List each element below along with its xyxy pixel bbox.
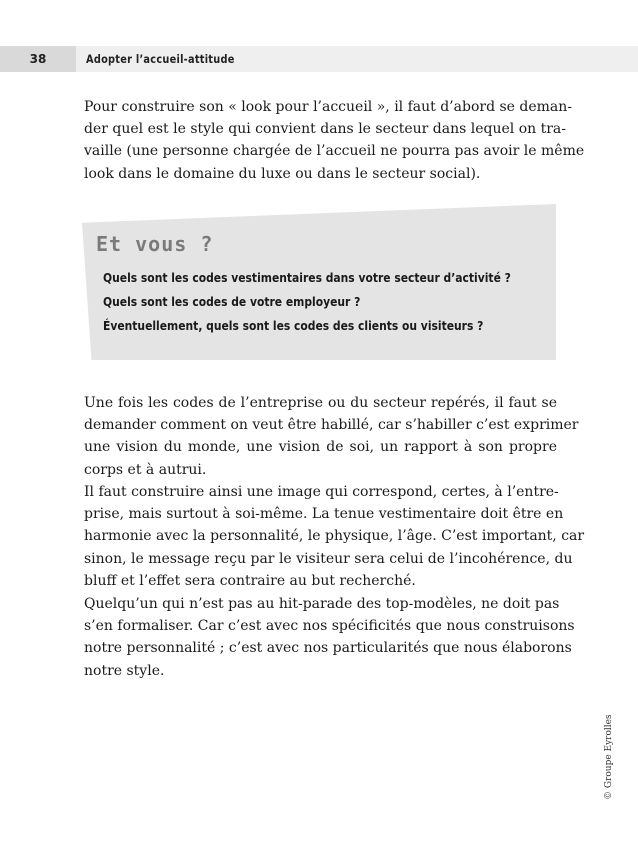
paragraph-line: harmonie avec la personnalité, le physique, l’âge. C’est important, car: [84, 528, 585, 545]
page-number: 38: [0, 46, 76, 72]
paragraph-line: vaille (une personne chargée de l’accueil ne pourra pas avoir le même: [84, 143, 585, 160]
paragraph-line: Pour construire son « look pour l’accueil », il faut d’abord se deman-: [84, 99, 573, 115]
paragraph-line: une vision du monde, une vision de soi, un rapport à son propre: [84, 439, 557, 456]
copyright-notice: © Groupe Eyrolles: [604, 714, 614, 800]
paragraph-line: notre personnalité ; c’est avec nos particularités que nous élaborons: [84, 640, 572, 657]
box-question: Éventuellement, quels sont les codes des clients ou visiteurs ?: [103, 318, 484, 333]
paragraph-line: Une fois les codes de l’entreprise ou du secteur repérés, il faut se: [84, 395, 557, 411]
running-title: Adopter l’accueil-attitude: [86, 52, 235, 66]
paragraph-line: look dans le domaine du luxe ou dans le secteur social).: [84, 165, 481, 182]
paragraph-line: corps et à autrui.: [84, 461, 207, 478]
paragraph-4: [84, 593, 575, 682]
paragraph-2: [84, 392, 579, 481]
paragraph-line: notre style.: [84, 662, 165, 679]
box-question: Quels sont les codes de votre employeur ?: [103, 294, 361, 309]
box-title: Et vous ?: [96, 232, 214, 256]
paragraph-line: prise, mais surtout à soi-même. La tenue vestimentaire doit être en: [84, 506, 564, 523]
box-question: Quels sont les codes vestimentaires dans votre secteur d’activité ?: [103, 270, 511, 285]
paragraph-line: s’en formaliser. Car c’est avec nos spécificités que nous construisons: [84, 618, 575, 635]
paragraph-line: sinon, le message reçu par le visiteur sera celui de l’incohérence, du: [84, 550, 573, 567]
paragraph-line: demander comment on veut être habillé, car s’habiller c’est exprimer: [84, 417, 579, 434]
paragraph-1: [84, 96, 585, 185]
paragraph-line: Quelqu’un qui n’est pas au hit-parade des top-modèles, ne doit pas: [84, 596, 560, 612]
paragraph-line: bluff et l’effet sera contraire au but recherché.: [84, 572, 416, 589]
paragraph-line: Il faut construire ainsi une image qui correspond, certes, à l’entre-: [84, 484, 559, 500]
paragraph-line: der quel est le style qui convient dans le secteur dans lequel on tra-: [84, 121, 566, 138]
paragraph-3: [84, 481, 585, 592]
